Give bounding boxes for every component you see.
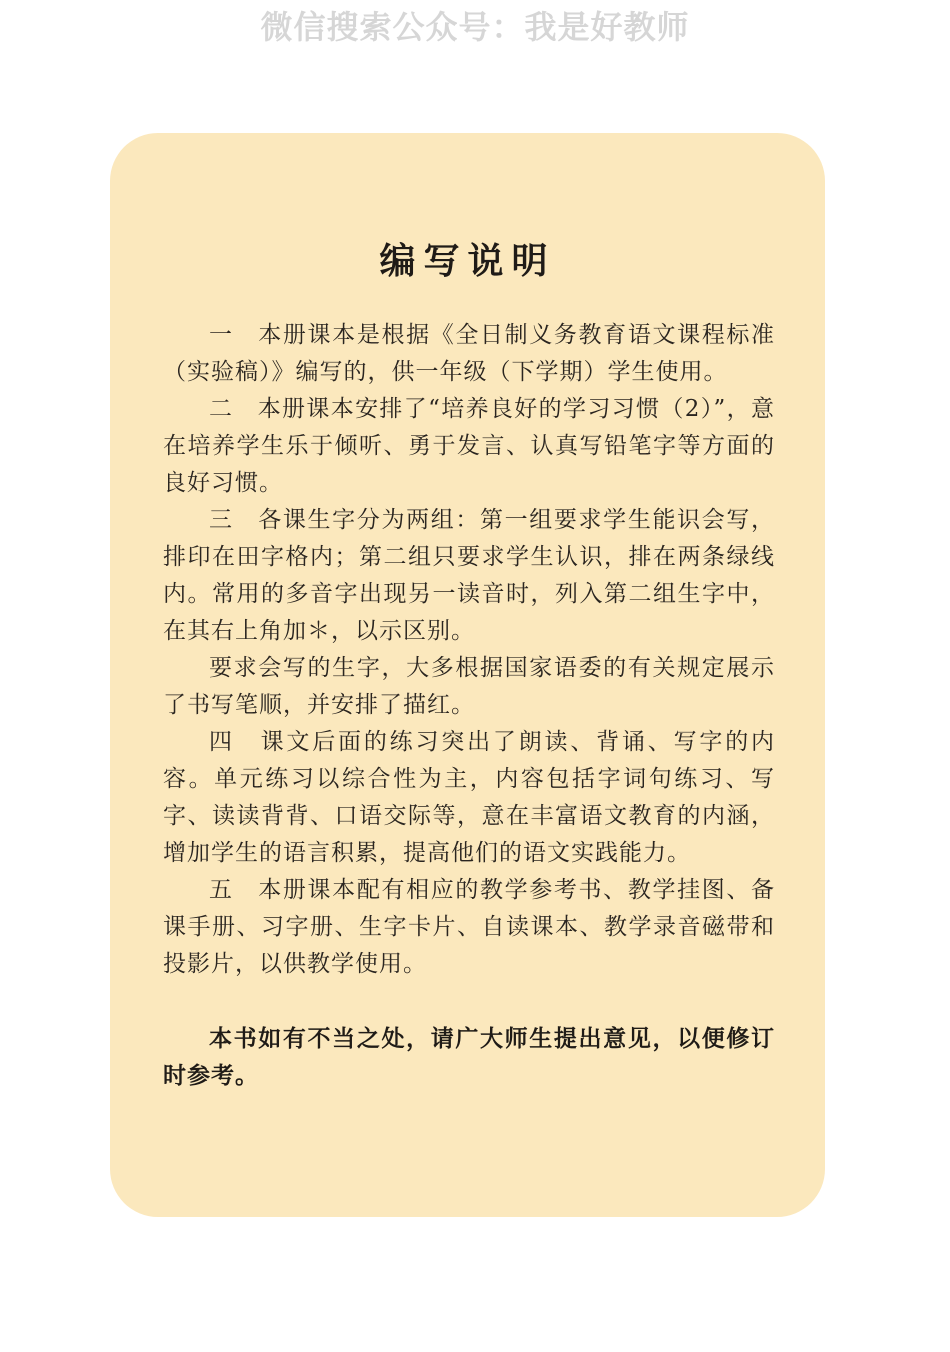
page-title: 编写说明 [379,240,556,282]
preface-body [163,317,775,1094]
watermark-text: 微信搜索公众号：我是好教师 [260,8,690,46]
paragraph-6: 五 本册课本配有相应的教学参考书、教学挂图、备课手册、习字册、生字卡片、自读课本、教学录音磁带和投影片，以供教学使用。 [163,877,775,977]
paragraph-1: 一 本册课本是根据《全日制义务教育语文课程标准（实验稿）》编写的，供一年级（下学期）学生使用。 [163,322,775,385]
paragraph-4: 要求会写的生字，大多根据国家语委的有关规定展示了书写笔顺，并安排了描红。 [163,655,775,718]
preface-card [110,133,825,1217]
paragraph-2: 二 本册课本安排了“培养良好的学习习惯（2）”，意在培养学生乐于倾听、勇于发言、认真写铅笔字等方面的良好习惯。 [163,396,775,496]
paragraph-5: 四 课文后面的练习突出了朗读、背诵、写字的内容。单元练习以综合性为主，内容包括字词句练习、写字、读读背背、口语交际等，意在丰富语文教育的内涵，增加学生的语言积累，提高他们的语文实践能力。 [163,729,775,866]
closing-note: 本书如有不当之处，请广大师生提出意见，以便修订时参考。 [163,1025,775,1089]
paragraph-3: 三 各课生字分为两组：第一组要求学生能识会写，排印在田字格内；第二组只要求学生认识，排在两条绿线内。常用的多音字出现另一读音时，列入第二组生字中，在其右上角加＊，以示区别。 [163,507,775,644]
